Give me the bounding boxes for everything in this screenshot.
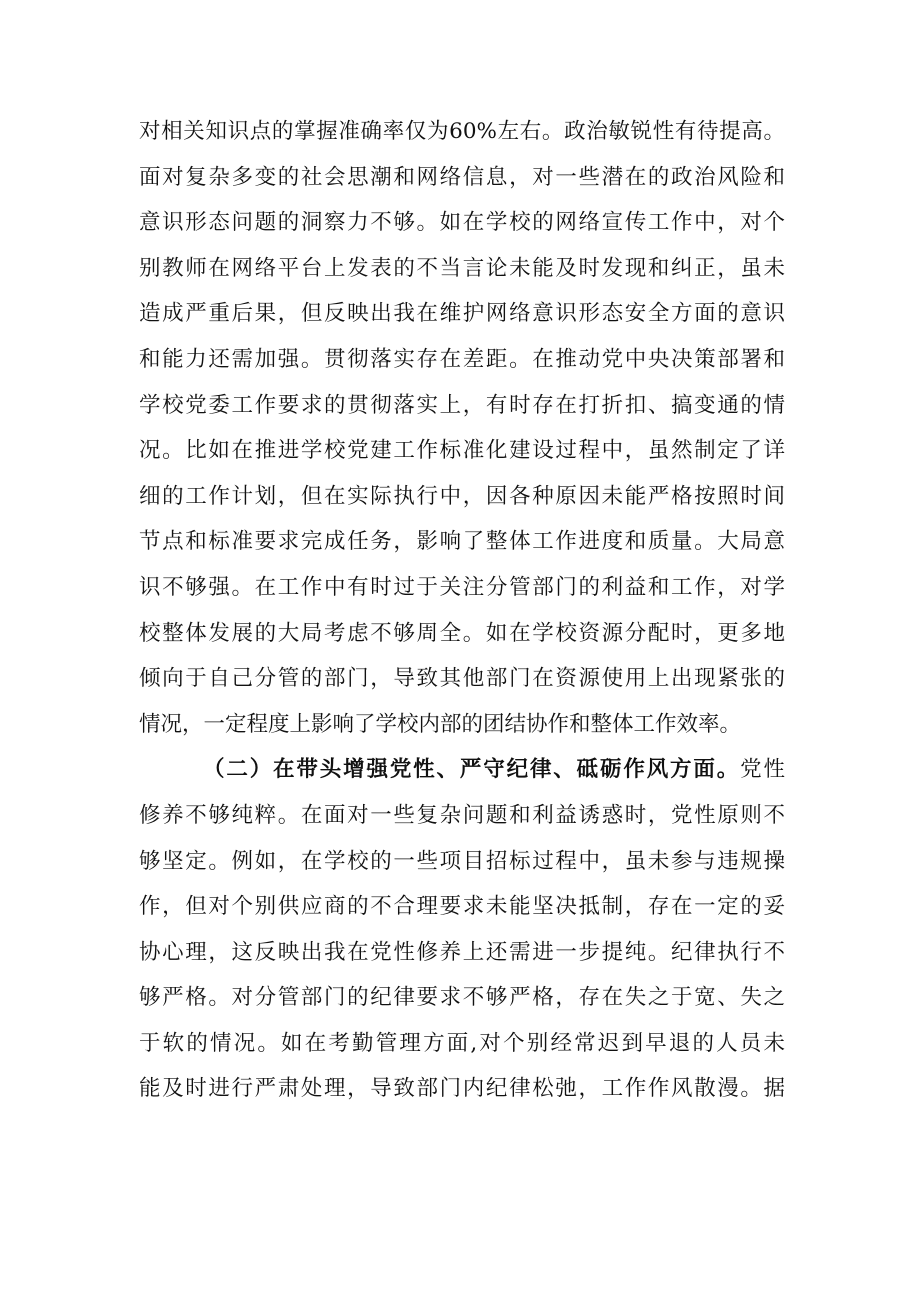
text-line: 够严格。对分管部门的纪律要求不够严格，存在失之于宽、失之 bbox=[139, 985, 785, 1011]
text-line: 于软的情况。如在考勤管理方面,对个别经常迟到早退的人员未 bbox=[139, 1030, 785, 1056]
text-line: 和能力还需加强。贯彻落实存在差距。在推动党中央决策部署和 bbox=[139, 346, 785, 372]
text-line: 节点和标准要求完成任务，影响了整体工作进度和质量。大局意 bbox=[139, 529, 785, 555]
text-line: 识不够强。在工作中有时过于关注分管部门的利益和工作，对学 bbox=[139, 574, 785, 600]
text-line: 情况，一定程度上影响了学校内部的团结协作和整体工作效率。 bbox=[139, 711, 742, 737]
text-line: 面对复杂多变的社会思潮和网络信息，对一些潜在的政治风险和 bbox=[139, 164, 785, 190]
text-line: 造成严重后果，但反映出我在维护网络意识形态安全方面的意识 bbox=[139, 301, 785, 327]
text-line: 校整体发展的大局考虑不够周全。如在学校资源分配时，更多地 bbox=[139, 620, 785, 646]
section-heading-line bbox=[139, 747, 785, 793]
text-line: 别教师在网络平台上发表的不当言论未能及时发现和纠正，虽未 bbox=[139, 255, 785, 281]
text-line: 意识形态问题的洞察力不够。如在学校的网络宣传工作中，对个 bbox=[139, 210, 785, 236]
section-heading-tail: 党性 bbox=[740, 757, 785, 783]
text-line: 够坚定。例如，在学校的一些项目招标过程中，虽未参与违规操 bbox=[139, 848, 785, 874]
text-line: 细的工作计划，但在实际执行中，因各种原因未能严格按照时间 bbox=[139, 483, 785, 509]
text-line: 修养不够纯粹。在面对一些复杂问题和利益诱惑时，党性原则不 bbox=[139, 802, 785, 828]
text-line: 对相关知识点的掌握准确率仅为60%左右。政治敏锐性有待提高。 bbox=[139, 119, 785, 144]
text-line: 能及时进行严肃处理，导致部门内纪律松弛，工作作风散漫。据 bbox=[139, 1076, 785, 1102]
text-line: 学校党委工作要求的贯彻落实上，有时存在打折扣、搞变通的情 bbox=[139, 392, 785, 418]
text-line: 协心理，这反映出我在党性修养上还需进一步提纯。纪律执行不 bbox=[139, 939, 785, 965]
section-heading: （二）在带头增强党性、严守纪律、砥砺作风方面。 bbox=[203, 757, 741, 783]
body-text bbox=[139, 109, 785, 1112]
text-line: 倾向于自己分管的部门，导致其他部门在资源使用上出现紧张的 bbox=[139, 666, 785, 692]
text-line: 作，但对个别供应商的不合理要求未能坚决抵制，存在一定的妥 bbox=[139, 894, 785, 920]
text-line: 况。比如在推进学校党建工作标准化建设过程中，虽然制定了详 bbox=[139, 438, 785, 464]
